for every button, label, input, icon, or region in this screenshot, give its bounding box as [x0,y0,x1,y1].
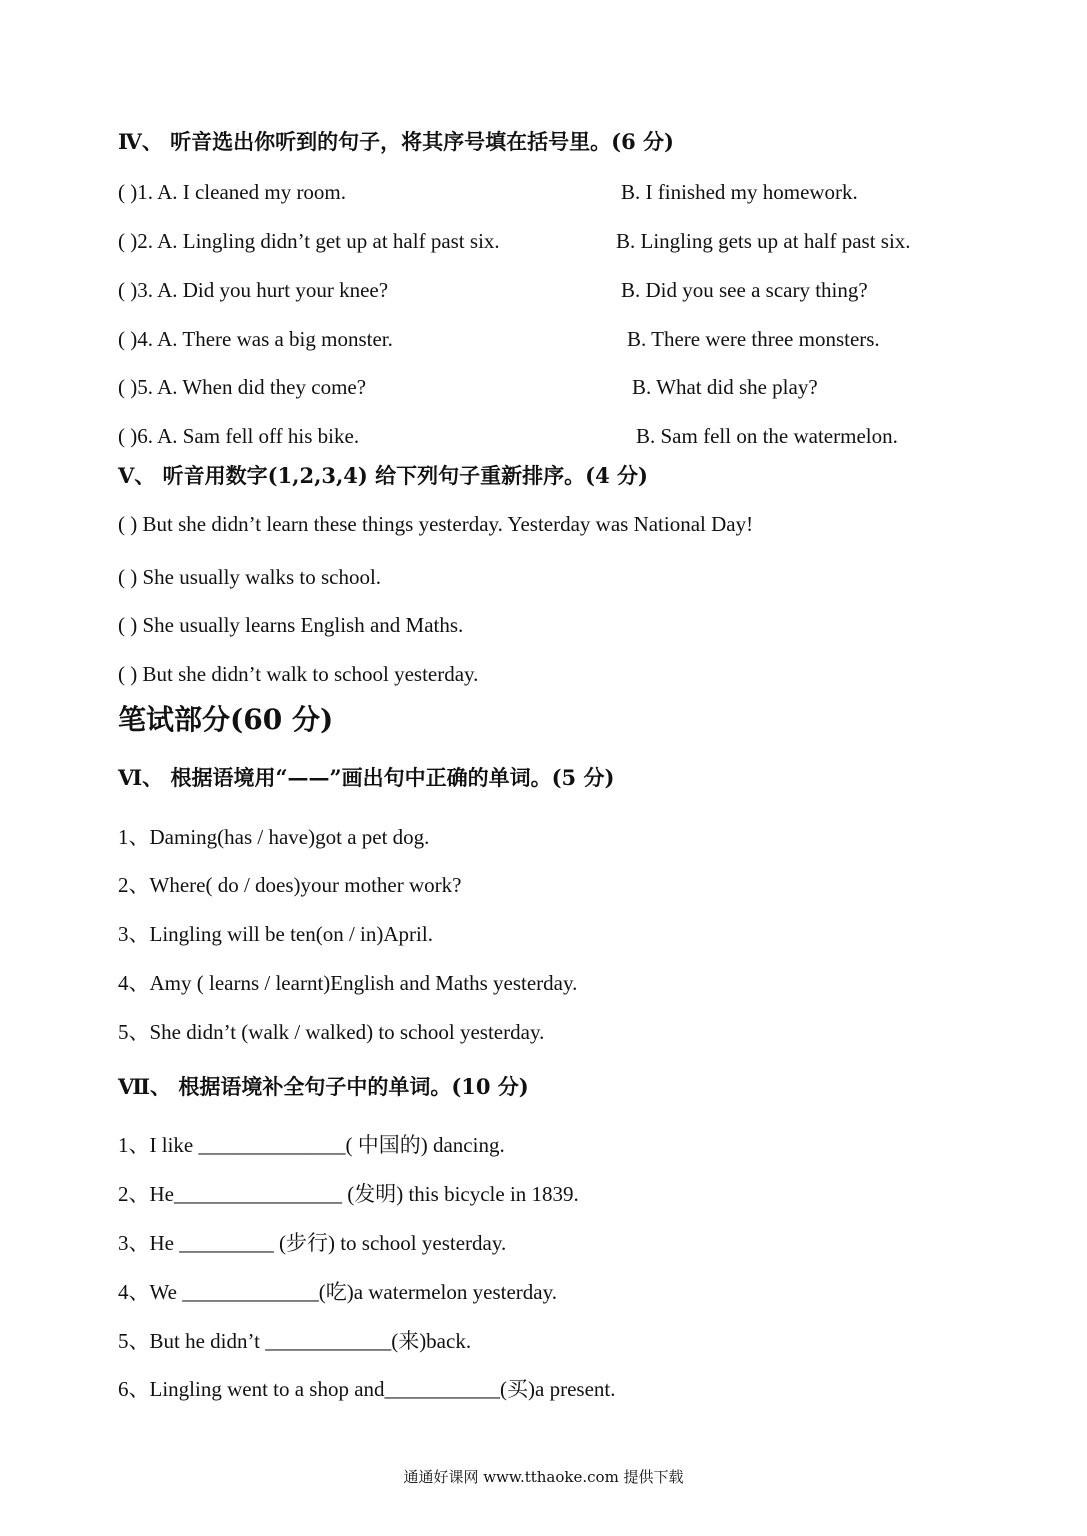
section-6-title: Ⅵ、 根据语境用“——”画出句中正确的单词。(5 分) [118,765,615,790]
s6-item-5: 5、She didn’t (walk / walked) to school yesterday. [118,1020,545,1044]
s7-item-4: 4、We _____________(吃)a watermelon yesterday. [118,1280,557,1304]
s4-item-5-a: ( )5. A. When did they come? [118,375,367,399]
s4-item-6-a: ( )6. A. Sam fell off his bike. [118,424,360,448]
section-4-title: Ⅳ、 听音选出你听到的句子，将其序号填在括号里。(6 分) [118,129,674,154]
s5-item-4: ( ) But she didn’t walk to school yesterday. [118,662,479,686]
written-part-title: 笔试部分(60 分) [118,703,334,736]
s6-item-2: 2、Where( do / does)your mother work? [118,873,462,897]
s4-item-3-a: ( )3. A. Did you hurt your knee? [118,278,389,302]
s4-item-1-b: B. I finished my homework. [621,180,858,204]
s4-item-4-a: ( )4. A. There was a big monster. [118,327,393,351]
s4-item-6-b: B. Sam fell on the watermelon. [636,424,898,448]
s4-item-4-b: B. There were three monsters. [627,327,880,351]
page-footer: 通通好课网 www.tthaoke.com 提供下载 [403,1468,684,1486]
s4-item-2-b: B. Lingling gets up at half past six. [616,229,911,253]
s4-item-1-a: ( )1. A. I cleaned my room. [118,180,347,204]
s4-item-5-b: B. What did she play? [632,375,818,399]
s7-item-3: 3、He _________ (步行) to school yesterday. [118,1231,507,1255]
s7-item-5: 5、But he didn’t ____________(来)back. [118,1329,472,1353]
s7-item-6: 6、Lingling went to a shop and___________(买)a present. [118,1377,616,1401]
section-5-title: Ⅴ、 听音用数字(1,2,3,4) 给下列句子重新排序。(4 分) [118,463,648,488]
s6-item-3: 3、Lingling will be ten(on / in)April. [118,922,433,946]
s7-item-2: 2、He________________ (发明) this bicycle in 1839. [118,1182,579,1206]
s6-item-1: 1、Daming(has / have)got a pet dog. [118,825,430,849]
s7-item-1: 1、I like ______________( 中国的) dancing. [118,1133,505,1157]
s5-item-3: ( ) She usually learns English and Maths. [118,613,464,637]
section-7-title: Ⅶ、 根据语境补全句子中的单词。(10 分) [118,1074,529,1099]
s6-item-4: 4、Amy ( learns / learnt)English and Maths yesterday. [118,971,578,995]
s4-item-2-a: ( )2. A. Lingling didn’t get up at half past six. [118,229,500,253]
s5-item-1: ( ) But she didn’t learn these things yesterday. Yesterday was National Day! [118,512,754,536]
s4-item-3-b: B. Did you see a scary thing? [621,278,868,302]
s5-item-2: ( ) She usually walks to school. [118,565,382,589]
